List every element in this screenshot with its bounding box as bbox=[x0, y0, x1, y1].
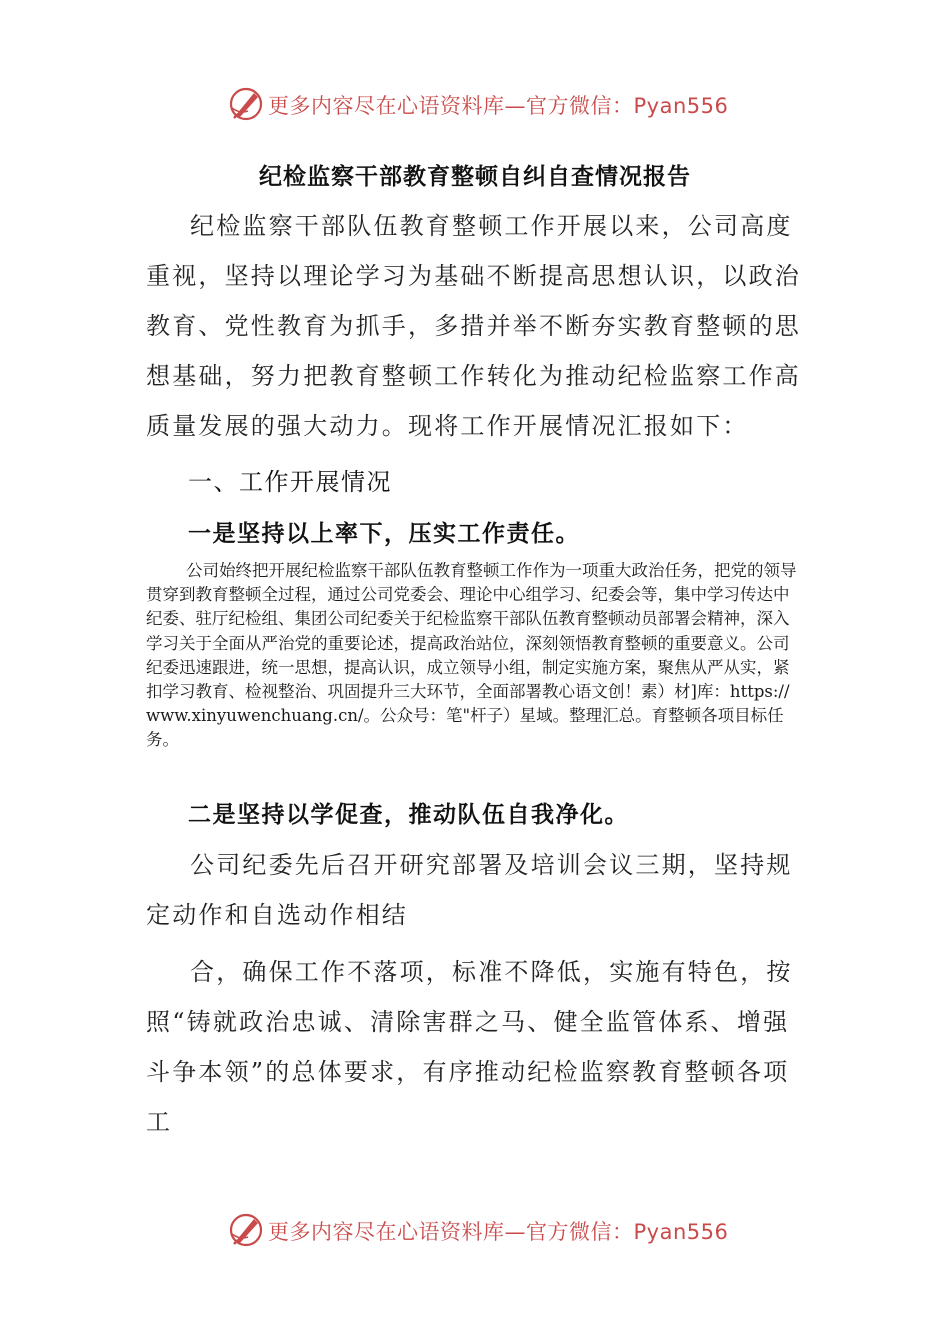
subsection-1-body: 公司始终把开展纪检监察干部队伍教育整顿工作作为一项重大政治任务，把党的领导贯穿到教育整顿全过程，通过公司党委会、理论中心组学习、纪委会等，集中学习传达中纪委、驻厅纪检组、集团公司纪委关于纪检监察干部队伍教育整顿动员部署会精神，深入学习关于全面从严治党的重要论述，提高政治站位，深刻领悟教育整顿的重要意义。公司纪委迅速跟进，统一思想，提高认识，成立领导小组，制定实施方案，聚焦从严从实，紧扣学习教育、检视整治、巩固提升三大环节，全面部署教心语文创！素）材]库：https://www.xinyuwenchuang.cn/。公众号：笔"杆子）星域。整理汇总。育整顿各项目标任务。 bbox=[146, 561, 797, 750]
pen-logo-icon bbox=[226, 84, 266, 124]
pen-logo-icon bbox=[226, 1210, 266, 1250]
subsection-2-body-a: 公司纪委先后召开研究部署及培训会议三期，坚持规定动作和自选动作相结 bbox=[146, 851, 793, 929]
subsection-heading-1: 一是坚持以上率下，压实工作责任。 bbox=[188, 521, 580, 547]
header-banner bbox=[0, 82, 950, 126]
subsection-2-body-b: 合，确保工作不落项，标准不降低，实施有特色，按照“铸就政治忠诚、清除害群之马、健全监管体系、增强斗争本领”的总体要求，有序推动纪检监察教育整顿各项工 bbox=[146, 958, 793, 1136]
section-heading: 一、工作开展情况 bbox=[188, 468, 392, 496]
subsection-heading-2: 二是坚持以学促查，推动队伍自我净化。 bbox=[188, 802, 629, 828]
footer-banner bbox=[0, 1208, 950, 1252]
document-title: 纪检监察干部教育整顿自纠自查情况报告 bbox=[259, 164, 691, 190]
banner-text: 更多内容尽在心语资料库—官方微信：Pyan556 bbox=[268, 94, 729, 118]
intro-paragraph: 纪检监察干部队伍教育整顿工作开展以来，公司高度重视，坚持以理论学习为基础不断提高思想认识，以政治教育、党性教育为抓手，多措并举不断夯实教育整顿的思想基础，努力把教育整顿工作转化为推动纪检监察工作高质量发展的强大动力。现将工作开展情况汇报如下： bbox=[146, 212, 801, 440]
banner-text: 更多内容尽在心语资料库—官方微信：Pyan556 bbox=[268, 1220, 729, 1244]
